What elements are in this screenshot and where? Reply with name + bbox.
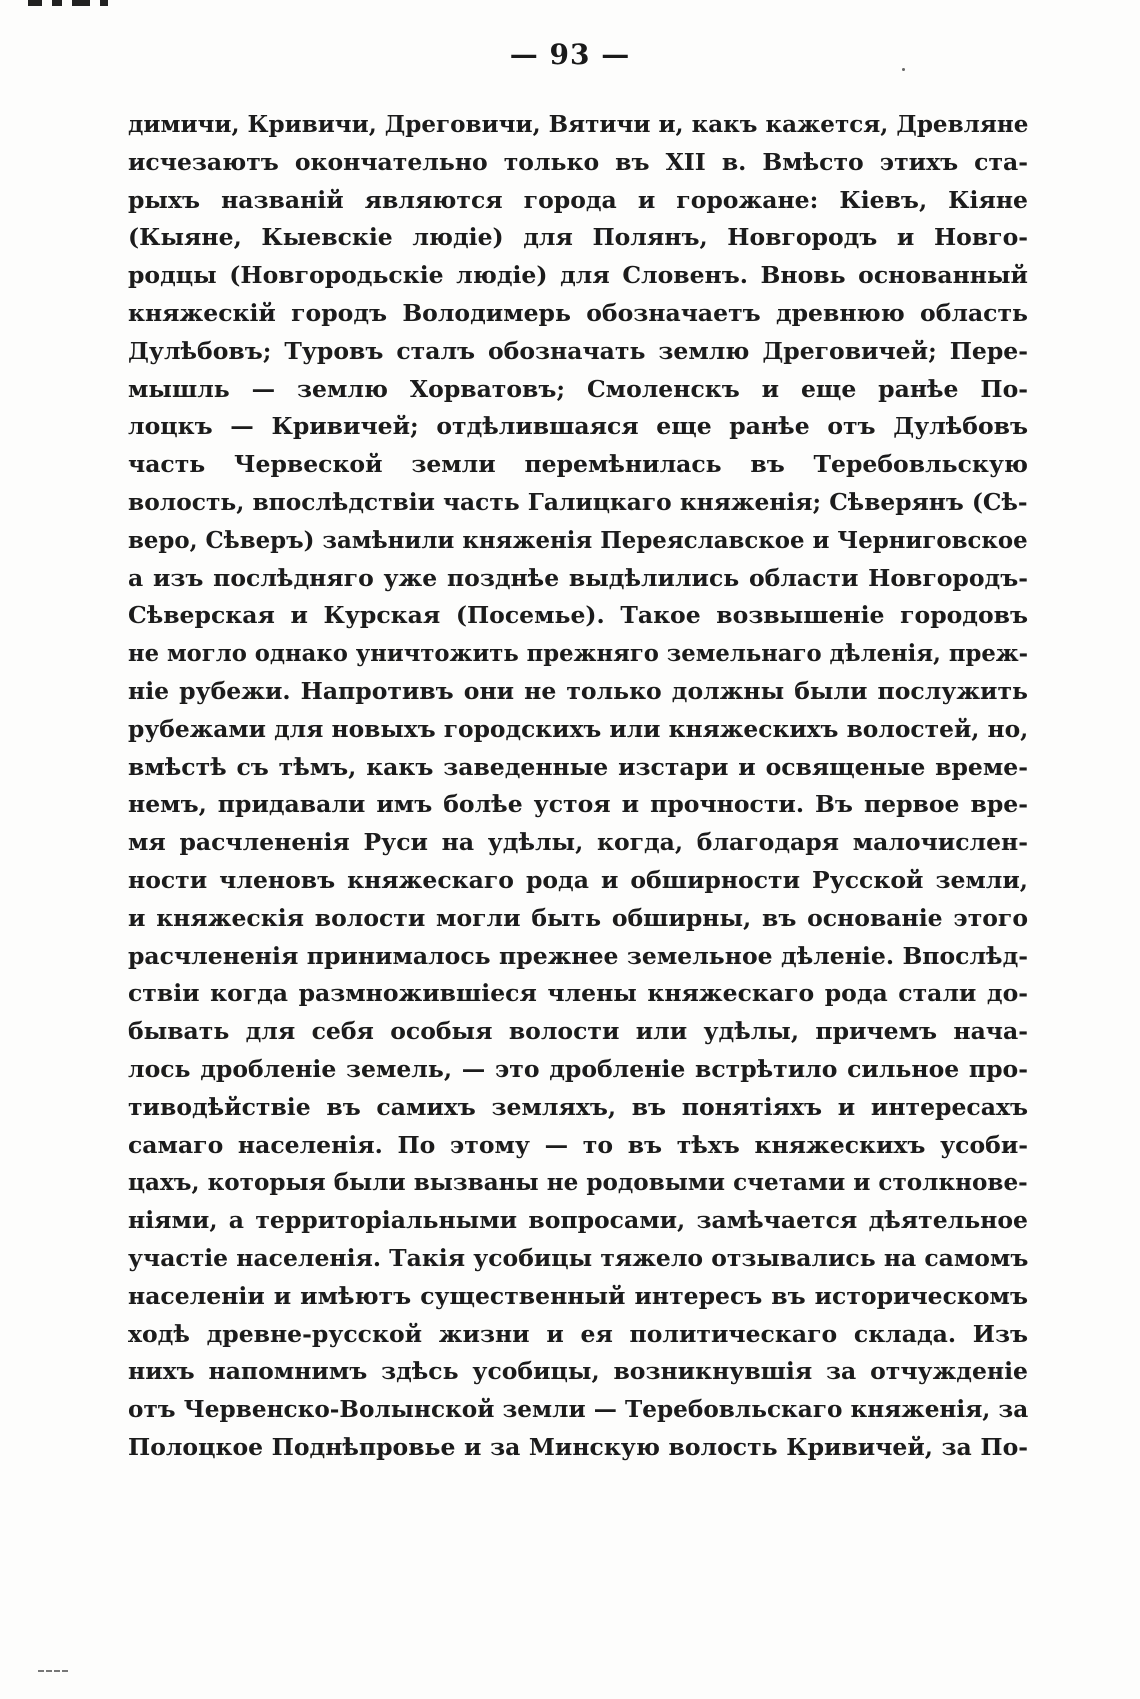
- text-line: участіе населенія. Такія усобицы тяжело отзывались на самомъ: [128, 1243, 1029, 1272]
- text-line: нихъ напомнимъ здѣсь усобицы, возникнувшія за отчужденіе: [128, 1357, 1028, 1386]
- text-line: мышль — землю Хорватовъ; Смоленскъ и еще ранѣе По-: [128, 374, 1028, 403]
- text-line: лоцкъ — Кривичей; отдѣлившаяся еще ранѣе отъ Дулѣбовъ: [128, 412, 1028, 441]
- scan-foot-mark: [38, 1670, 68, 1674]
- text-line: отъ Червенско-Волынской земли — Теребовльскаго княженія, за: [128, 1395, 1029, 1424]
- text-line: ходѣ древне-русской жизни и ея политическаго склада. Изъ: [128, 1319, 1028, 1348]
- text-line: ніями, а территоріальными вопросами, замѣчается дѣятельное: [128, 1206, 1028, 1235]
- text-line: лось дробленіе земель, — это дробленіе встрѣтило сильное про-: [128, 1054, 1028, 1083]
- text-line: рыхъ названій являются города и горожане: Кіевъ, Кіяне: [128, 185, 1028, 214]
- text-line: (Кыяне, Кыевскіе людіе) для Полянъ, Новгородъ и Новго-: [128, 223, 1028, 252]
- text-line: не могло однако уничтожить прежняго земельнаго дѣленія, преж-: [128, 639, 1029, 668]
- text-line: Сѣверская и Курская (Посемье). Такое возвышеніе городовъ: [128, 601, 1028, 630]
- text-line: часть Червеской земли перемѣнилась въ Теребовльскую: [128, 450, 1028, 479]
- text-line: самаго населенія. По этому — то въ тѣхъ княжескихъ усоби-: [128, 1130, 1028, 1159]
- text-line: мя расчлененія Руси на удѣлы, когда, благодаря малочислен-: [128, 828, 1028, 857]
- text-line: исчезаютъ окончательно только въ XII в. Вмѣсто этихъ ста-: [128, 147, 1028, 176]
- text-line: ніе рубежи. Напротивъ они не только должны были послужить: [128, 676, 1028, 705]
- text-line: димичи, Кривичи, Дреговичи, Вятичи и, какъ кажется, Древляне: [128, 110, 1029, 138]
- text-line: бывать для себя особыя волости или удѣлы, причемъ нача-: [128, 1017, 1028, 1046]
- text-line: Дулѣбовъ; Туровъ сталъ обозначать землю Дреговичей; Пере-: [128, 336, 1028, 365]
- text-line: Полоцкое Поднѣпровье и за Минскую волость Кривичей, за По-: [128, 1432, 1028, 1461]
- text-line: ности членовъ княжескаго рода и обширности Русской земли,: [128, 865, 1028, 894]
- text-line: цахъ, которыя были вызваны не родовыми счетами и столкнове-: [128, 1168, 1028, 1197]
- text-line: вмѣстѣ съ тѣмъ, какъ заведенные изстари и освященые време-: [128, 752, 1028, 781]
- body-text: [128, 106, 1028, 1467]
- text-line: волость, впослѣдствіи часть Галицкаго княженія; Сѣверянъ (Сѣ-: [128, 487, 1028, 516]
- text-line: и княжескія волости могли быть обширны, въ основаніе этого: [128, 903, 1028, 932]
- text-line: рубежами для новыхъ городскихъ или княжескихъ волостей, но,: [128, 714, 1029, 743]
- text-line: немъ, придавали имъ болѣе устоя и прочности. Въ первое вре-: [128, 790, 1028, 819]
- text-line: тиводѣйствіе въ самихъ земляхъ, въ понятіяхъ и интересахъ: [128, 1092, 1028, 1121]
- text-line: родцы (Новгородьскіе людіе) для Словенъ. Вновь основанный: [128, 261, 1028, 290]
- text-line: княжескій городъ Володимерь обозначаетъ древнюю область: [128, 298, 1028, 327]
- text-line: веро, Сѣверъ) замѣнили княженія Переяславское и Черниговское: [128, 525, 1028, 554]
- scan-corner-mark: [28, 0, 148, 8]
- text-line: а изъ послѣдняго уже позднѣе выдѣлились области Новгородъ-: [128, 563, 1028, 592]
- text-line: ствіи когда размножившіеся члены княжескаго рода стали до-: [128, 979, 1028, 1008]
- text-line: населеніи и имѣютъ существенный интересъ въ историческомъ: [128, 1281, 1028, 1310]
- page-number: — 93 —: [509, 38, 631, 71]
- text-line: расчлененія принималось прежнее земельное дѣленіе. Впослѣд-: [128, 941, 1028, 970]
